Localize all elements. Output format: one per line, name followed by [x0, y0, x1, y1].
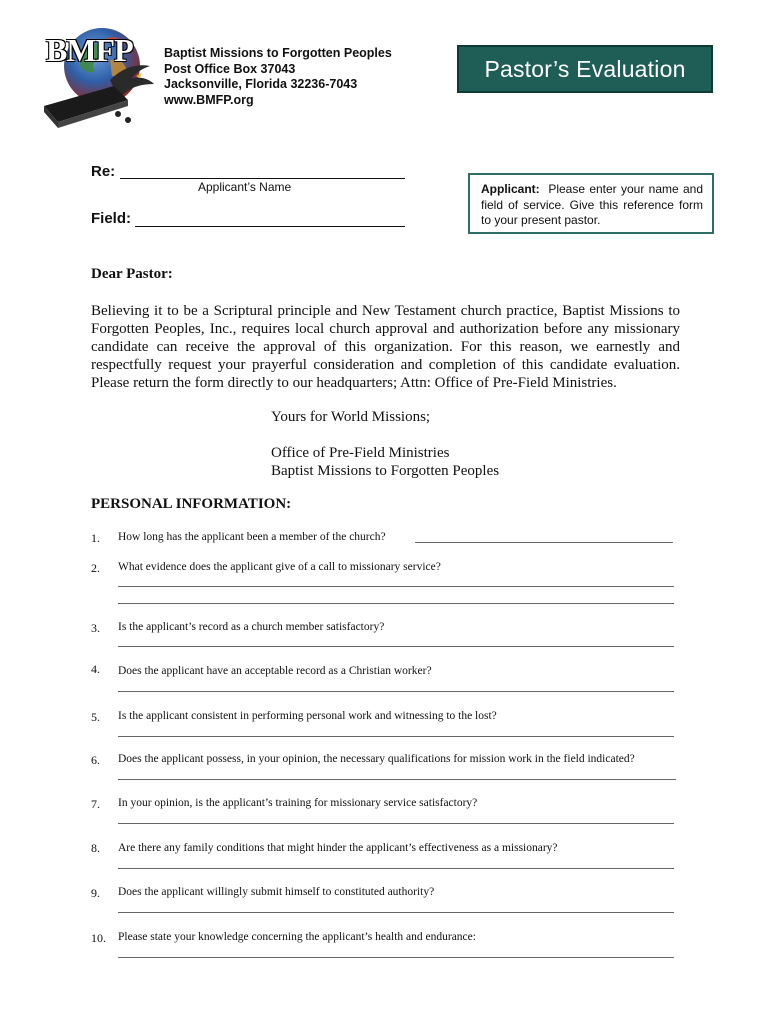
- question-number: 7.: [91, 797, 100, 811]
- answer-line[interactable]: [118, 823, 674, 824]
- question-number: 1.: [91, 531, 100, 545]
- answer-line[interactable]: [118, 868, 674, 869]
- letter-body: Believing it to be a Scriptural principle and New Testament church practice, Baptist Missions to Forgotten Peoples, Inc., requires local church approval and authorization before any missionary candidate can receive the approval of this organization. For this reason, we earnestly and respectfully request your prayerful consideration and completion of this candidate evaluation. Please return the form directly to our headquarters; Attn: Office of Pre-Field Ministries.: [91, 303, 680, 391]
- question-text: Is the applicant’s record as a church member satisfactory?: [118, 621, 385, 633]
- section-heading: PERSONAL INFORMATION:: [91, 496, 292, 512]
- question-number: 2.: [91, 561, 100, 575]
- notice-lead: Applicant:: [481, 182, 540, 196]
- question-text: Does the applicant willingly submit himself to constituted authority?: [118, 886, 435, 898]
- question-number: 8.: [91, 841, 100, 855]
- question-number: 3.: [91, 621, 100, 635]
- question-text: What evidence does the applicant give of a call to missionary service?: [118, 561, 441, 573]
- bmfp-logo: [40, 20, 160, 132]
- address-line-1: Post Office Box 37043: [164, 61, 296, 76]
- question-number: 10.: [91, 931, 106, 945]
- field-label: Field:: [91, 210, 131, 227]
- notice-text: Please enter your name and field of service. Give this reference form to your present pastor.: [481, 182, 704, 227]
- address-line-2: Jacksonville, Florida 32236-7043: [164, 77, 358, 91]
- question-text: Is the applicant consistent in performing personal work and witnessing to the lost?: [118, 710, 497, 722]
- question-text: In your opinion, is the applicant’s training for missionary service satisfactory?: [118, 797, 478, 809]
- question-text: Please state your knowledge concerning the applicant’s health and endurance:: [118, 931, 476, 943]
- form-title: Pastor’s Evaluation: [484, 56, 686, 82]
- answer-line[interactable]: [118, 779, 676, 780]
- org-name: Baptist Missions to Forgotten Peoples: [164, 46, 392, 60]
- question-number: 4.: [91, 662, 100, 676]
- signature-line-1: Office of Pre-Field Ministries: [271, 445, 450, 461]
- letter-greeting: Dear Pastor:: [91, 266, 173, 282]
- form-title-box: [457, 45, 713, 93]
- answer-line[interactable]: [118, 603, 674, 604]
- question-number: 6.: [91, 753, 100, 767]
- applicant-notice-box: [468, 173, 714, 234]
- question-text: Are there any family conditions that might hinder the applicant’s effectiveness as a missionary?: [118, 842, 558, 854]
- answer-line[interactable]: [118, 957, 674, 958]
- question-text: How long has the applicant been a member of the church?: [118, 531, 386, 543]
- answer-line[interactable]: [415, 542, 673, 543]
- answer-line[interactable]: [118, 586, 674, 587]
- re-label: Re:: [91, 163, 116, 180]
- question-number: 5.: [91, 710, 100, 724]
- logo-text: BMFP: [46, 32, 133, 68]
- signature-line-2: Baptist Missions to Forgotten Peoples: [271, 463, 500, 479]
- applicant-name-caption: Applicant’s Name: [198, 180, 292, 194]
- answer-line[interactable]: [118, 646, 674, 647]
- letter-closing: Yours for World Missions;: [271, 409, 431, 425]
- answer-line[interactable]: [118, 912, 674, 913]
- website-link[interactable]: www.BMFP.org: [164, 92, 254, 107]
- question-text: Does the applicant possess, in your opinion, the necessary qualifications for mission work in the field indicated?: [118, 753, 635, 765]
- field-of-service-field[interactable]: [135, 226, 405, 227]
- question-number: 9.: [91, 886, 100, 900]
- applicant-name-field[interactable]: [120, 178, 405, 179]
- answer-line[interactable]: [118, 691, 674, 692]
- question-text: Does the applicant have an acceptable record as a Christian worker?: [118, 665, 432, 677]
- answer-line[interactable]: [118, 736, 674, 737]
- org-address-block: [164, 46, 392, 108]
